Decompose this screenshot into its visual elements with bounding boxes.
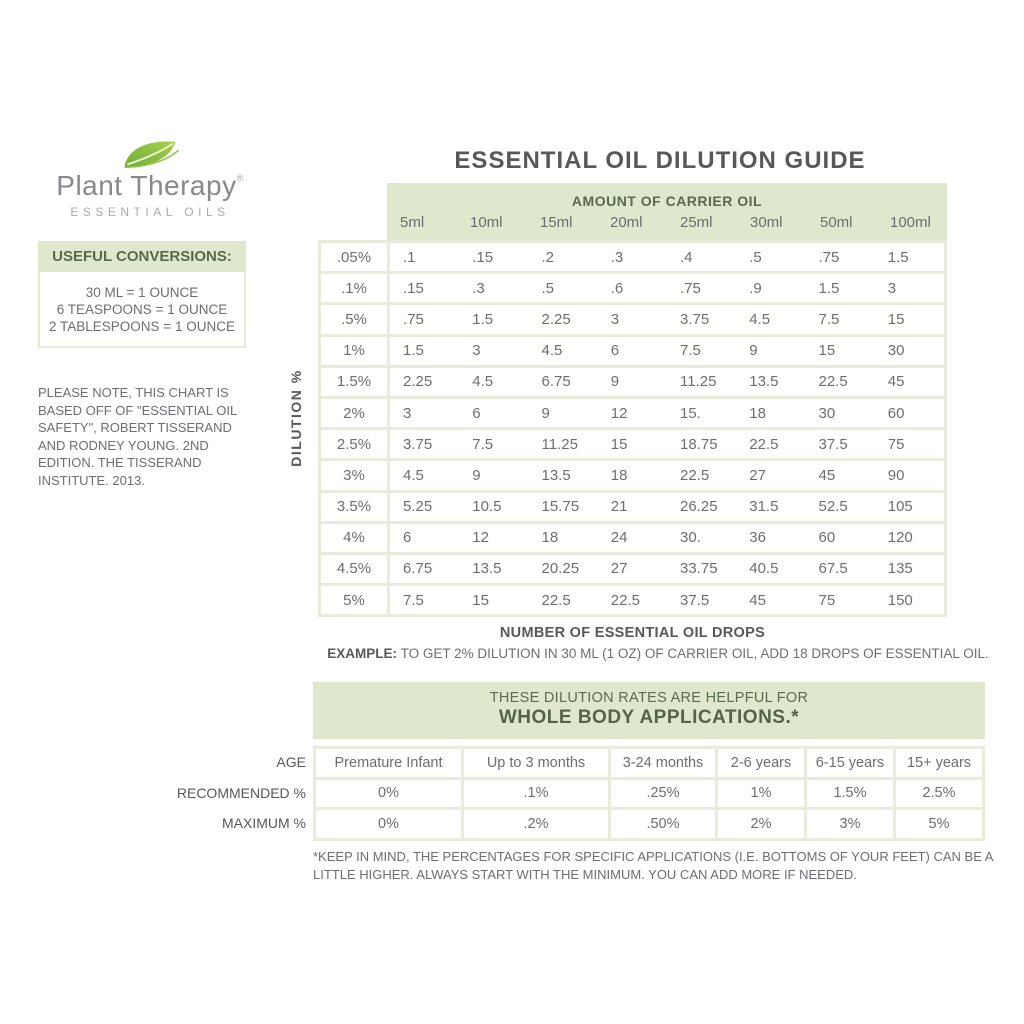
dilution-pct-label: 2.5% <box>321 430 387 458</box>
row-values <box>390 555 944 583</box>
table-cell: 11.25 <box>680 373 717 391</box>
table-cell: 13.5 <box>541 466 571 484</box>
conversion-line: 2 TABLESPOONS = 1 OUNCE <box>49 319 235 334</box>
table-cell: 45 <box>749 591 766 609</box>
table-row <box>321 430 944 458</box>
dilution-pct-label: 4% <box>321 524 387 552</box>
table-cell: 7.5 <box>818 310 840 328</box>
table-cell: 2.25 <box>403 373 433 391</box>
table-row <box>321 586 944 614</box>
table-row <box>321 337 944 365</box>
table-cell: .2% <box>464 810 608 838</box>
table-cell: Up to 3 months <box>464 749 608 777</box>
table-cell: 90 <box>887 466 905 484</box>
table-cell: 37.5 <box>680 591 710 609</box>
table-row <box>321 243 944 271</box>
table-cell: 150 <box>887 591 913 609</box>
carrier-oil-title: AMOUNT OF CARRIER OIL <box>571 193 763 209</box>
table-cell: .25% <box>611 780 715 808</box>
table-cell: 7.5 <box>680 342 701 360</box>
table-cell: 3% <box>807 810 893 838</box>
table-cell: 33.75 <box>680 560 718 578</box>
dilution-pct-label: 4.5% <box>321 555 387 583</box>
table-cell: 20.25 <box>541 560 580 578</box>
table-cell: 6 <box>403 529 412 547</box>
row-values <box>390 524 944 552</box>
table-cell: 12 <box>472 529 489 547</box>
table-cell: 15. <box>680 404 701 422</box>
table-cell: 3.75 <box>680 310 710 328</box>
row-values <box>390 243 944 271</box>
conversions-header: USEFUL CONVERSIONS: <box>38 241 246 272</box>
table-cell: .5 <box>749 248 762 266</box>
row-values <box>390 274 944 302</box>
table-cell: 4.5 <box>749 310 771 328</box>
dilution-pct-label: 5% <box>321 586 387 614</box>
row-label-age: AGE <box>276 754 306 770</box>
table-cell: 4.5 <box>472 373 494 391</box>
table-cell: 105 <box>887 498 913 516</box>
table-cell: .75 <box>818 248 840 266</box>
table-cell: 15.75 <box>541 498 580 516</box>
applications-header-intro: THESE DILUTION RATES ARE HELPFUL FOR <box>489 690 809 706</box>
table-cell: 67.5 <box>818 560 848 578</box>
table-cell: 3 <box>887 279 897 297</box>
table-cell: 5.25 <box>403 498 433 516</box>
table-cell: 1.5 <box>887 248 909 266</box>
table-cell: 22.5 <box>541 591 571 609</box>
age-row <box>316 749 982 777</box>
table-cell: 60 <box>887 404 905 422</box>
table-cell: 1.5% <box>807 780 893 808</box>
table-cell: 36 <box>749 529 766 547</box>
table-cell: .15 <box>472 248 494 266</box>
table-row <box>321 524 944 552</box>
table-cell: 45 <box>818 466 836 484</box>
table-cell: .75 <box>403 310 424 328</box>
table-cell: 13.5 <box>472 560 502 578</box>
dilution-pct-label: 1.5% <box>321 368 387 396</box>
table-cell: 30 <box>818 404 836 422</box>
leaf-icon <box>122 138 180 177</box>
dilution-pct-label: 3.5% <box>321 493 387 521</box>
table-cell: 6.75 <box>541 373 571 391</box>
table-cell: 75 <box>818 591 836 609</box>
table-cell: .5 <box>541 279 555 297</box>
row-values <box>390 493 944 521</box>
table-cell: 2.25 <box>541 310 571 328</box>
table-cell: 2% <box>718 810 804 838</box>
table-cell: 24 <box>610 529 628 547</box>
table-row <box>321 305 944 333</box>
table-cell: 3.75 <box>403 435 433 453</box>
example-text: TO GET 2% DILUTION IN 30 ML (1 OZ) OF CARRIER OIL, ADD 18 DROPS OF ESSENTIAL OIL. <box>397 646 989 661</box>
table-cell: 9 <box>472 466 481 484</box>
row-values <box>390 368 944 396</box>
dilution-pct-label: 1% <box>321 337 387 365</box>
table-cell: 31.5 <box>749 498 779 516</box>
applications-header <box>313 682 985 739</box>
maximum-row <box>316 810 982 838</box>
table-cell: 11.25 <box>541 435 578 453</box>
table-cell: 52.5 <box>818 498 848 516</box>
dilution-table <box>318 240 947 617</box>
table-cell: 15 <box>887 310 905 328</box>
page-title: ESSENTIAL OIL DILUTION GUIDE <box>454 147 866 174</box>
table-cell: .3 <box>610 248 624 266</box>
column-header: 10ml <box>470 214 503 231</box>
table-row <box>321 493 944 521</box>
row-values <box>390 305 944 333</box>
row-label-recommended: RECOMMENDED % <box>176 784 306 801</box>
applications-header-title: WHOLE BODY APPLICATIONS.* <box>498 707 800 728</box>
table-cell: 21 <box>610 498 628 516</box>
table-cell: 15 <box>472 591 489 609</box>
table-cell: 60 <box>818 529 836 547</box>
carrier-oil-header <box>387 183 947 240</box>
table-cell: 22.5 <box>749 435 779 453</box>
table-cell: 45 <box>887 373 905 391</box>
table-cell: .75 <box>680 279 701 297</box>
table-cell: 26.25 <box>680 498 718 516</box>
column-header: 20ml <box>610 214 643 231</box>
table-cell: 6-15 years <box>807 749 893 777</box>
row-values <box>390 337 944 365</box>
dilution-axis-label: DILUTION % <box>288 369 304 467</box>
example-label: EXAMPLE: <box>327 646 398 661</box>
column-header: 30ml <box>750 214 783 231</box>
table-cell: 22.5 <box>680 466 710 484</box>
table-cell: 1.5 <box>403 342 424 360</box>
table-cell: 30. <box>680 529 701 547</box>
conversions-list <box>38 272 246 348</box>
table-cell: .15 <box>403 279 424 297</box>
table-cell: 3-24 months <box>611 749 715 777</box>
table-cell: 9 <box>541 404 550 422</box>
table-cell: 2.5% <box>896 780 982 808</box>
table-row <box>321 274 944 302</box>
table-row <box>321 555 944 583</box>
table-cell: 7.5 <box>472 435 494 453</box>
table-cell: 22.5 <box>818 373 848 391</box>
column-header: 25ml <box>680 214 713 231</box>
table-cell: 4.5 <box>403 466 424 484</box>
table-cell: 135 <box>887 560 913 578</box>
column-header: 100ml <box>890 214 931 231</box>
table-cell: 15+ years <box>896 749 982 777</box>
table-cell: 18 <box>749 404 766 422</box>
table-cell: 12 <box>610 404 628 422</box>
column-header: 50ml <box>820 214 853 231</box>
table-cell: 30 <box>887 342 905 360</box>
table-cell: 1.5 <box>472 310 494 328</box>
table-cell: 1% <box>718 780 804 808</box>
dilution-pct-label: .1% <box>321 274 387 302</box>
table-cell: 27 <box>749 466 766 484</box>
table-cell: 40.5 <box>749 560 779 578</box>
table-cell: 15 <box>818 342 836 360</box>
source-note: PLEASE NOTE, THIS CHART IS BASED OFF OF "ESSENTIAL OIL SAFETY", ROBERT TISSERAND AND RODNEY YOUNG. 2ND EDITION. THE TISSERAND INSTITUTE. 2013. <box>38 385 237 488</box>
row-label-maximum: MAXIMUM % <box>222 815 306 831</box>
table-cell: .50% <box>611 810 715 838</box>
table-row <box>321 461 944 489</box>
table-cell: .9 <box>749 279 762 297</box>
column-header: 15ml <box>540 214 573 231</box>
table-cell: .2 <box>541 248 555 266</box>
table-cell: 27 <box>610 560 628 578</box>
table-cell: 0% <box>316 810 461 838</box>
row-values <box>390 430 944 458</box>
table-cell: 6 <box>610 342 620 360</box>
table-cell: 37.5 <box>818 435 848 453</box>
drops-caption: NUMBER OF ESSENTIAL OIL DROPS <box>499 625 766 641</box>
dilution-pct-label: 2% <box>321 399 387 427</box>
column-header: 5ml <box>400 214 425 231</box>
table-cell: 3 <box>610 310 620 328</box>
conversion-line: 30 ML = 1 OUNCE <box>85 285 199 300</box>
table-cell: 9 <box>749 342 758 360</box>
footnote: *KEEP IN MIND, THE PERCENTAGES FOR SPECIFIC APPLICATIONS (I.E. BOTTOMS OF YOUR FEET) CAN BE A LITTLE HIGHER. ALWAYS START WITH THE MINIMUM. YOU CAN ADD MORE IF NEEDED. <box>313 849 993 882</box>
dilution-pct-label: .5% <box>321 305 387 333</box>
table-cell: Premature Infant <box>316 749 461 777</box>
table-cell: 13.5 <box>749 373 779 391</box>
registered-mark: ® <box>236 173 244 183</box>
table-cell: 6 <box>472 404 481 422</box>
table-cell: 1.5 <box>818 279 840 297</box>
table-cell: .1% <box>464 780 608 808</box>
table-cell: .3 <box>472 279 485 297</box>
table-cell: 4.5 <box>541 342 563 360</box>
table-cell: 75 <box>887 435 905 453</box>
table-cell: 18 <box>541 529 559 547</box>
age-table-row-labels <box>138 746 306 838</box>
recommended-row <box>316 780 982 808</box>
table-cell: 7.5 <box>403 591 424 609</box>
table-cell: 3 <box>472 342 481 360</box>
brand-tagline: ESSENTIAL OILS <box>70 205 230 219</box>
example-note <box>305 646 1011 661</box>
carrier-oil-columns <box>387 214 947 231</box>
table-cell: 6.75 <box>403 560 433 578</box>
table-cell: 10.5 <box>472 498 502 516</box>
table-cell: .4 <box>680 248 693 266</box>
table-cell: 0% <box>316 780 461 808</box>
table-row <box>321 399 944 427</box>
plant-therapy-logo <box>52 136 248 219</box>
table-cell: .1 <box>403 248 416 266</box>
table-cell: 18.75 <box>680 435 718 453</box>
table-cell: 18 <box>610 466 628 484</box>
table-cell: 120 <box>887 529 913 547</box>
dilution-pct-label: 3% <box>321 461 387 489</box>
table-row <box>321 368 944 396</box>
conversion-line: 6 TEASPOONS = 1 OUNCE <box>56 302 228 317</box>
table-cell: 9 <box>610 373 620 391</box>
table-cell: 3 <box>403 404 412 422</box>
dilution-pct-label: .05% <box>321 243 387 271</box>
table-cell: 2-6 years <box>718 749 804 777</box>
table-cell: .6 <box>610 279 624 297</box>
useful-conversions-box <box>38 241 246 348</box>
table-cell: 5% <box>896 810 982 838</box>
age-table <box>313 746 985 841</box>
brand-text: Plant Therapy <box>56 170 237 201</box>
table-cell: 22.5 <box>610 591 640 609</box>
row-values <box>390 586 944 614</box>
row-values <box>390 399 944 427</box>
row-values <box>390 461 944 489</box>
table-cell: 15 <box>610 435 628 453</box>
